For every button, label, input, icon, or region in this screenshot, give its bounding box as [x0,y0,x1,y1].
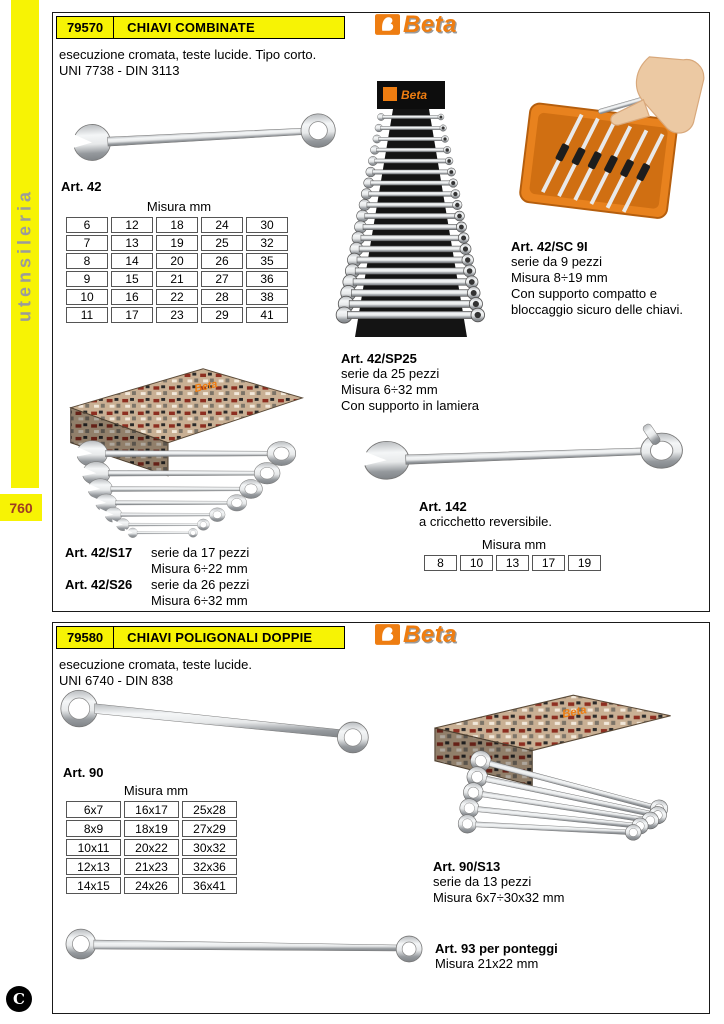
beta-logo-word: Beta [403,621,458,648]
sc9-line: serie da 9 pezzi [511,254,603,269]
section2-header [56,626,345,649]
table-cell: 17 [111,307,153,323]
table-cell: 23 [156,307,198,323]
sp25-line: serie da 25 pezzi [341,366,440,381]
art142-table-title: Misura mm [481,537,547,552]
table-row [66,801,237,818]
table-cell: 8 [66,253,108,269]
table-cell: 16 [111,289,153,305]
table-cell: 27 [201,271,243,287]
art93-label: Art. 93 per ponteggi [435,941,558,956]
table-row [66,217,288,233]
s26-label [65,593,151,609]
sc9-label: Art. 42/SC 9I [511,239,588,254]
table-cell: 10x11 [66,839,121,856]
s13-line: serie da 13 pezzi [433,874,532,889]
s26-line: serie da 26 pezzi [151,577,250,592]
page-number-badge: 760 [0,494,42,521]
table-cell: 13 [496,555,529,571]
s13-label: Art. 90/S13 [433,859,501,874]
table-row [66,839,237,856]
beta-logo-word: Beta [403,11,458,38]
art142-line: a cricchetto reversibile. [419,514,552,529]
table-cell: 15 [111,271,153,287]
sc9-line: Misura 8÷19 mm [511,270,608,285]
sc9-line: Con supporto compatto e [511,286,657,301]
s17-label: Art. 42/S17 [65,545,133,560]
sc9-line: bloccaggio sicuro delle chiavi. [511,302,683,317]
table-cell: 6 [66,217,108,233]
table-cell: 6x7 [66,801,121,818]
section-chiavi-poligonali [52,622,710,1014]
publisher-logo: C [6,986,32,1012]
sp25-line: Con supporto in lamiera [341,398,480,413]
table-cell: 27x29 [182,820,237,837]
table-cell: 17 [532,555,565,571]
table-cell: 36 [246,271,288,287]
table-cell: 32 [246,235,288,251]
art42-misura-table [63,215,291,325]
table-cell: 26 [201,253,243,269]
sidebar-category-label: utensileria [14,187,35,323]
section1-title: CHIAVI COMBINATE [127,20,255,35]
art42-label: Art. 42 [61,179,102,194]
art142-label: Art. 142 [419,499,467,514]
table-cell: 30x32 [182,839,237,856]
art42-table-title: Misura mm [146,199,212,214]
sp25-text-block [341,351,479,414]
table-cell: 14 [111,253,153,269]
table-cell: 24x26 [124,877,179,894]
table-cell: 19 [156,235,198,251]
box-beta-text: Beta [561,704,588,721]
table-cell: 30 [246,217,288,233]
beta-logo-icon [375,14,400,35]
art90-table-block [63,783,249,896]
table-cell: 20x22 [124,839,179,856]
table-cell: 14x15 [66,877,121,894]
ratchet-wrench-image [353,415,705,501]
s13-text-block [433,859,564,906]
table-cell: 18 [156,217,198,233]
table-cell: 8x9 [66,820,121,837]
table-cell: 25x28 [182,801,237,818]
beta-logo [375,621,458,648]
art142-misura-table [421,553,604,573]
table-cell: 10 [66,289,108,305]
table-row [424,555,601,571]
table-cell: 16x17 [124,801,179,818]
s17-text-block [65,545,249,609]
table-cell: 25 [201,235,243,251]
table-cell: 9 [66,271,108,287]
section2-title: CHIAVI POLIGONALI DOPPIE [127,630,313,645]
wrench-display-stand-image [331,79,491,344]
table-cell: 36x41 [182,877,237,894]
table-row [66,235,288,251]
scaffolding-wrench-image [61,919,429,977]
wrench-set-box-image [59,359,317,545]
table-cell: 21 [156,271,198,287]
table-row [66,307,288,323]
table-row [66,858,237,875]
table-cell: 32x36 [182,858,237,875]
box-beta-text: Beta [193,378,219,396]
s26-line: Misura 6÷32 mm [151,593,248,608]
table-cell: 12 [111,217,153,233]
section1-description [59,47,316,79]
stand-beta-text: Beta [401,88,428,102]
art142-table-block [421,537,607,573]
s17-line: Misura 6÷22 mm [151,561,248,576]
desc-line: esecuzione cromata, teste lucide. Tipo corto. [59,47,317,62]
art90-table-title: Misura mm [123,783,189,798]
wrench-tray-with-hand-image [503,53,708,233]
table-cell: 28 [201,289,243,305]
table-cell: 10 [460,555,493,571]
art42-table-block [63,199,295,325]
table-cell: 19 [568,555,601,571]
table-row [66,271,288,287]
double-ring-wrench-image [56,685,376,763]
table-cell: 12x13 [66,858,121,875]
art90-label: Art. 90 [63,765,104,780]
section1-header [56,16,345,39]
art90-misura-table [63,799,240,896]
table-cell: 35 [246,253,288,269]
sc9-text-block [511,239,683,318]
s17-line: serie da 17 pezzi [151,545,250,560]
desc-line: esecuzione cromata, teste lucide. [59,657,252,672]
table-cell: 13 [111,235,153,251]
section2-code: 79580 [57,627,114,648]
s17-label [65,561,151,577]
art93-line: Misura 21x22 mm [435,956,539,971]
s26-label: Art. 42/S26 [65,577,133,592]
table-row [66,289,288,305]
art93-text-block [435,941,558,972]
section-chiavi-combinate [52,12,710,612]
section1-code: 79570 [57,17,114,38]
art142-text-block [419,499,552,530]
table-cell: 24 [201,217,243,233]
table-cell: 21x23 [124,858,179,875]
table-cell: 8 [424,555,457,571]
combination-wrench-image [59,99,351,177]
table-row [66,253,288,269]
table-cell: 11 [66,307,108,323]
table-cell: 41 [246,307,288,323]
sp25-line: Misura 6÷32 mm [341,382,438,397]
ring-wrench-set-box-image [419,687,707,851]
table-cell: 7 [66,235,108,251]
table-cell: 22 [156,289,198,305]
beta-logo-icon [375,624,400,645]
desc-line: UNI 6740 - DIN 838 [59,673,174,688]
table-cell: 38 [246,289,288,305]
table-row [66,877,237,894]
table-row [66,820,237,837]
table-cell: 29 [201,307,243,323]
s13-line: Misura 6x7÷30x32 mm [433,890,565,905]
table-cell: 20 [156,253,198,269]
table-cell: 18x19 [124,820,179,837]
sp25-label: Art. 42/SP25 [341,351,417,366]
desc-line: UNI 7738 - DIN 3113 [59,63,180,78]
beta-logo [375,11,458,38]
